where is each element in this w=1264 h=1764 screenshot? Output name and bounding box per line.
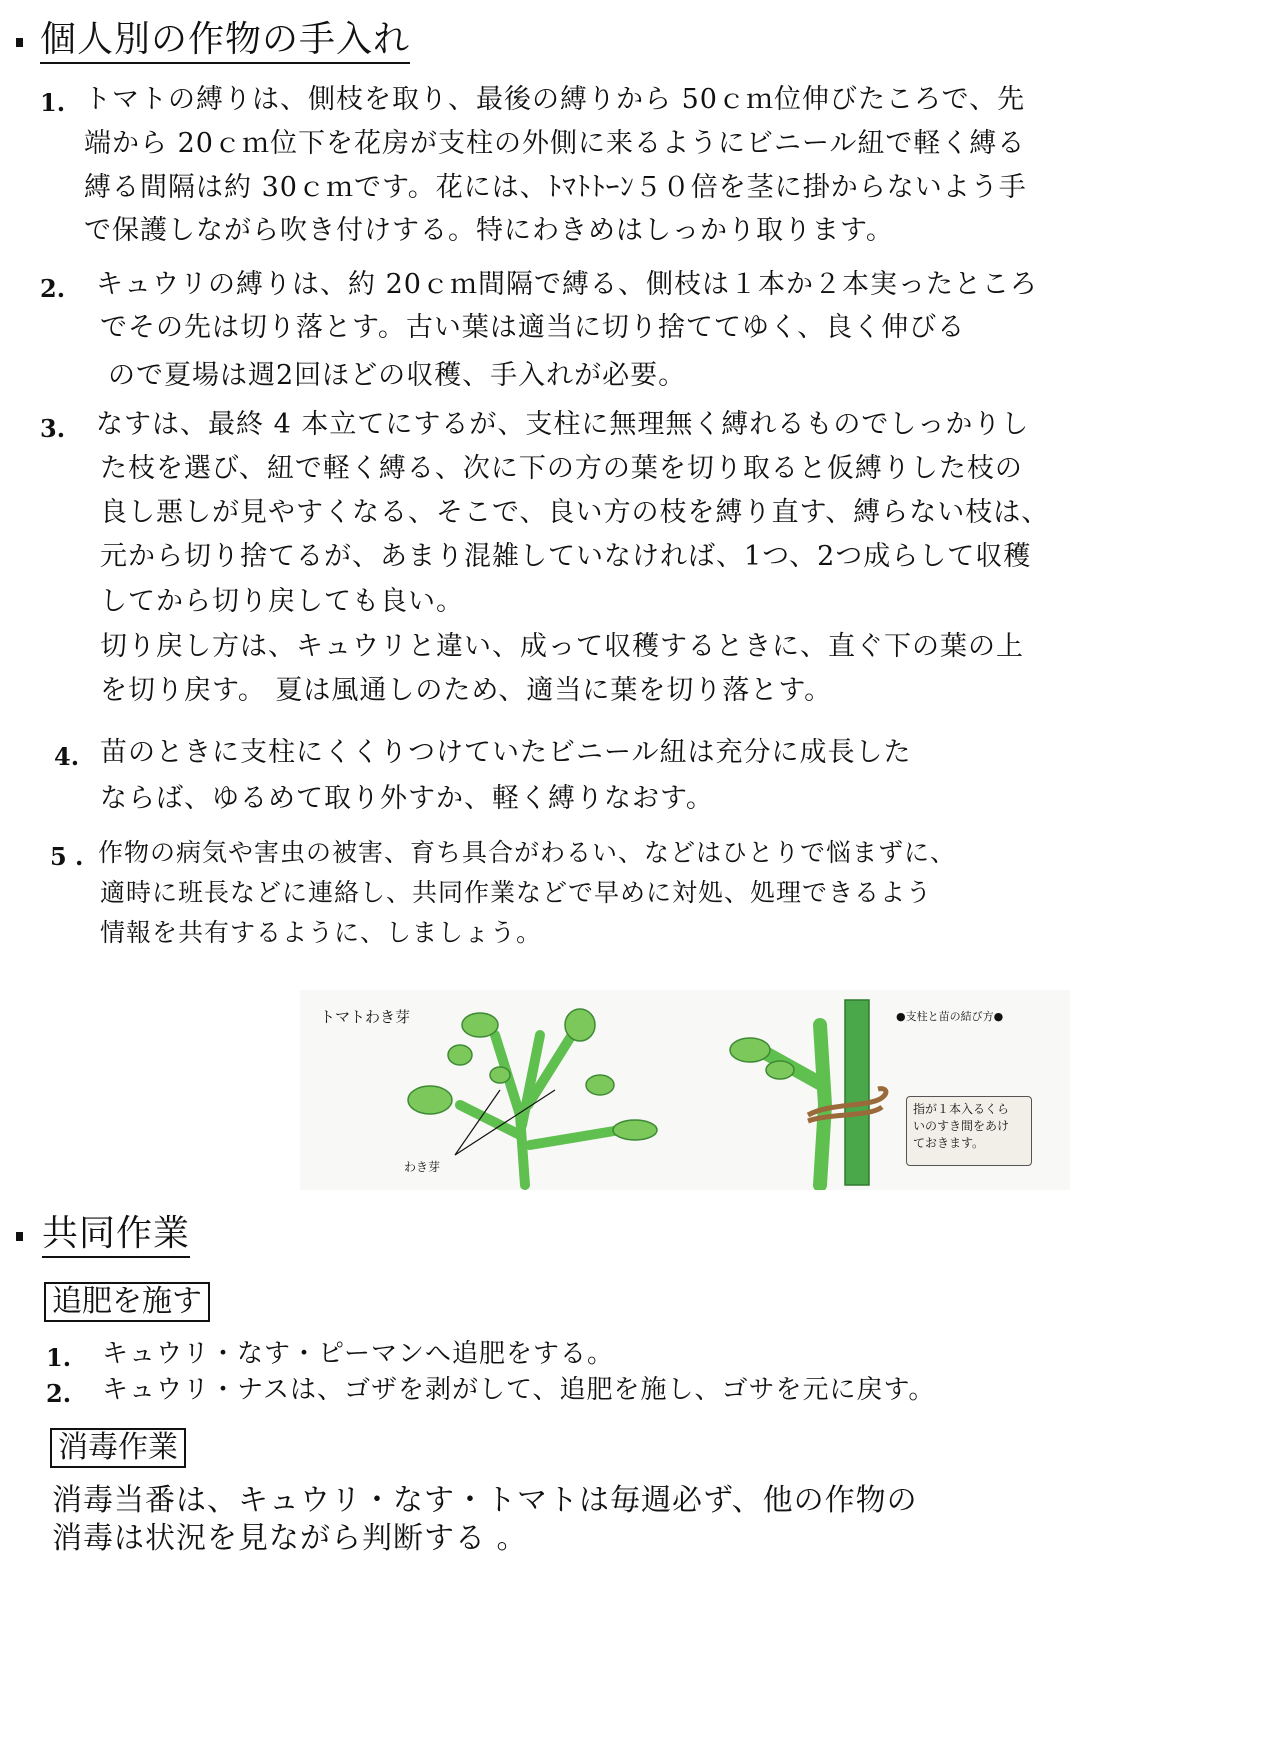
item-1-line: で保護しながら吹き付けする。特にわきめはしっかり取ります。	[84, 215, 894, 246]
item-2-line: ので夏場は週2回ほどの収穫、手入れが必要。	[108, 360, 687, 391]
subsection-topdressing-label: 追肥を施す	[44, 1282, 210, 1322]
item-3-line: 元から切り捨てるが、あまり混雑していなければ、1つ、2つ成らして収穫	[100, 541, 1032, 572]
item-1-line: 端から 20ｃｍ位下を花房が支柱の外側に来るようにビニール紐で軽く縛る	[84, 128, 1026, 159]
item-4-line: 苗のときに支柱にくくりつけていたビニール紐は充分に成長した	[100, 737, 912, 768]
item-1-line: 縛る間隔は約 30ｃｍです。花には、ﾄﾏﾄﾄｰﾝ５０倍を茎に掛からないよう手	[84, 172, 1027, 203]
tying-note-line: ておきます。	[913, 1136, 985, 1150]
item-3-line: なすは、最終 4 本立てにするが、支柱に無理無く縛れるものでしっかりし	[96, 409, 1030, 440]
support-pole	[845, 1000, 869, 1185]
item-number: 2.	[40, 274, 66, 303]
item-4-line: ならば、ゆるめて取り外すか、軽く縛りなおす。	[100, 783, 714, 814]
item-5-line: 作物の病気や害虫の被害、育ち具合がわるい、などはひとりで悩まずに、	[98, 838, 957, 867]
tomato-sucker-label: トマトわき芽	[320, 1008, 411, 1026]
subsection-disinfection-label: 消毒作業	[50, 1428, 186, 1468]
item-3-line: 良し悪しが見やすくなる、そこで、良い方の枝を縛り直す、縛らない枝は、	[100, 497, 1050, 528]
sucker-arrow-label: わき芽	[404, 1160, 441, 1174]
item-number: 5 .	[50, 842, 84, 871]
section-title-joint-work: 共同作業	[42, 1214, 190, 1258]
topdressing-item-1: キュウリ・なす・ピーマンへ追肥をする。	[102, 1339, 614, 1369]
item-number: 1.	[46, 1343, 72, 1372]
item-3-line: してから切り戻しても良い。	[100, 586, 464, 617]
item-2-line: キュウリの縛りは、約 20ｃｍ間隔で縛る、側枝は１本か２本実ったところ	[96, 269, 1038, 300]
item-number: 4.	[54, 742, 80, 771]
topdressing-item-2: キュウリ・ナスは、ゴザを剥がして、追肥を施し、ゴサを元に戻す。	[102, 1375, 936, 1405]
item-number: 2.	[46, 1379, 72, 1408]
section-bullet	[16, 1232, 23, 1241]
item-5-line: 適時に班長などに連絡し、共同作業などで早めに対処、処理できるよう	[100, 878, 933, 907]
item-number: 3.	[40, 414, 66, 443]
section-bullet	[16, 38, 23, 47]
pole-tying-illustration	[720, 995, 900, 1190]
item-5-line: 情報を共有するように、しましょう。	[100, 918, 543, 947]
disinfection-text-line: 消毒当番は、キュウリ・なす・トマトは毎週必ず、他の作物の	[52, 1483, 918, 1518]
item-3-line: 切り戻し方は、キュウリと違い、成って収穫するときに、直ぐ下の葉の上	[100, 631, 1024, 662]
item-3-line: た枝を選び、紐で軽く縛る、次に下の方の葉を切り取ると仮縛りした枝の	[100, 453, 1023, 484]
tomato-plant-stems	[460, 1030, 620, 1185]
tomato-plant-illustration	[400, 995, 700, 1190]
item-number: 1.	[40, 88, 66, 117]
tying-note-callout	[906, 1096, 1032, 1166]
tying-note-line: 指が１本入るくら	[913, 1102, 1010, 1116]
item-2-line: でその先は切り落とす。古い葉は適当に切り捨ててゆく、良く伸びる	[100, 312, 966, 343]
section-title-individual-care: 個人別の作物の手入れ	[40, 20, 410, 64]
item-3-line: を切り戻す。 夏は風通しのため、適当に葉を切り落とす。	[100, 675, 833, 706]
disinfection-text-line: 消毒は状況を見ながら判断する 。	[52, 1521, 528, 1556]
tying-method-title: ●支柱と苗の結び方●	[896, 1010, 1004, 1023]
tying-note-line: いのすき間をあけ	[913, 1119, 1010, 1133]
item-1-line: トマトの縛りは、側枝を取り、最後の縛りから 50ｃｍ位伸びたころで、先	[84, 84, 1026, 115]
